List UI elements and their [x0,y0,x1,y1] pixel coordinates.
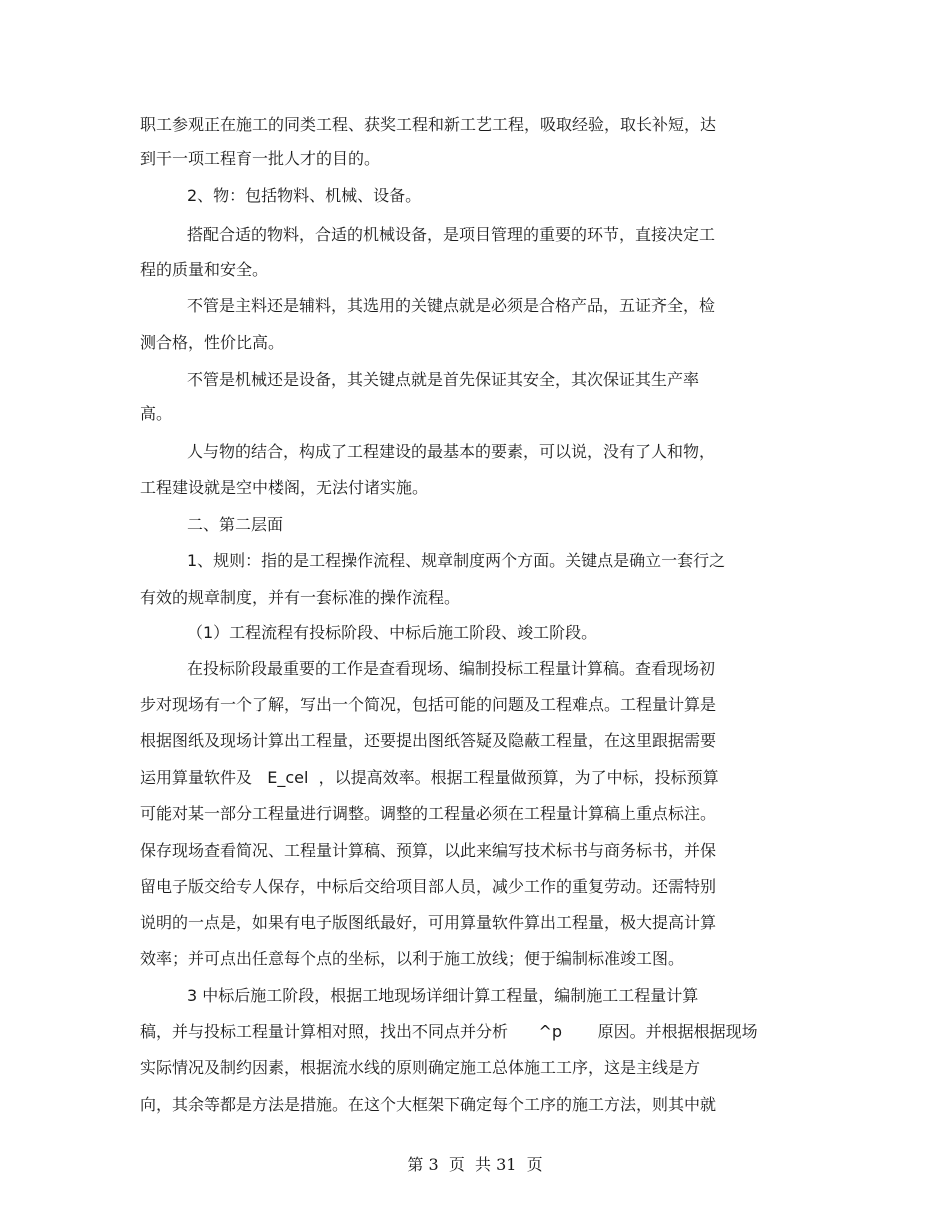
text-line: 搭配合适的物料，合适的机械设备，是项目管理的重要的环节，直接决定工 [187,225,716,244]
text-line: 到干一项工程育一批人才的目的。 [140,149,381,168]
text-line: 有效的规章制度，并有一套标准的操作流程。 [140,588,461,607]
text-line: 1、规则：指的是工程操作流程、规章制度两个方面。关键点是确立一套行之 [187,551,726,570]
text-line: 效率；并可点出任意每个点的坐标，以利于施工放线；便于编制标准竣工图。 [140,949,685,968]
text-line: （1）工程流程有投标阶段、中标后施工阶段、竣工阶段。 [187,623,598,642]
text-line: 二、第二层面 [187,515,284,534]
text-line: 在投标阶段最重要的工作是查看现场、编制投标工程量计算稿。查看现场初 [187,659,716,678]
text-line: 向，其余等都是方法是措施。在这个大框架下确定每个工序的施工方法，则其中就 [140,1095,717,1114]
text-line: 根据图纸及现场计算出工程量，还要提出图纸答疑及隐蔽工程量，在这里跟据需要 [140,731,717,750]
text-line: 实际情况及制约因素，根据流水线的原则确定施工总体施工工序，这是主线是方 [140,1058,701,1077]
text-line: 说明的一点是，如果有电子版图纸最好，可用算量软件算出工程量，极大提高计算 [140,913,717,932]
text-line: 人与物的结合，构成了工程建设的最基本的要素，可以说，没有了人和物， [187,442,716,461]
text-line: 工程建设就是空中楼阁，无法付诸实施。 [140,478,429,497]
text-line: 留电子版交给专人保存，中标后交给项目部人员，减少工作的重复劳动。还需特别 [140,877,717,896]
text-line: 不管是机械还是设备，其关键点就是首先保证其安全，其次保证其生产率 [187,370,700,389]
text-line: 3 中标后施工阶段，根据工地现场详细计算工程量，编制施工工程量计算 [187,986,699,1005]
text-line: 测合格，性价比高。 [140,333,285,352]
text-line: 高。 [140,404,173,423]
text-line: 保存现场查看简况、工程量计算稿、预算，以此来编写技术标书与商务标书，并保 [140,841,717,860]
text-line: 步对现场有一个了解，写出一个简况，包括可能的问题及工程难点。工程量计算是 [140,695,717,714]
text-line: 程的质量和安全。 [140,260,269,279]
text-line: 职工参观正在施工的同类工程、获奖工程和新工艺工程，吸取经验，取长补短，达 [140,115,717,134]
text-line: 2、物：包括物料、机械、设备。 [187,186,422,205]
text-line: 不管是主料还是辅料，其选用的关键点就是必须是合格产品，五证齐全，检 [187,296,716,315]
text-line: 运用算量软件及 E_cel ，以提高效率。根据工程量做预算，为了中标，投标预算 [140,768,719,787]
page-number-footer: 第 3 页 共 31 页 [407,1155,543,1174]
text-line: 稿，并与投标工程量计算相对照，找出不同点并分析 ^p 原因。并根据根据现场 [140,1022,758,1041]
text-line: 可能对某一部分工程量进行调整。调整的工程量必须在工程量计算稿上重点标注。 [140,804,717,823]
